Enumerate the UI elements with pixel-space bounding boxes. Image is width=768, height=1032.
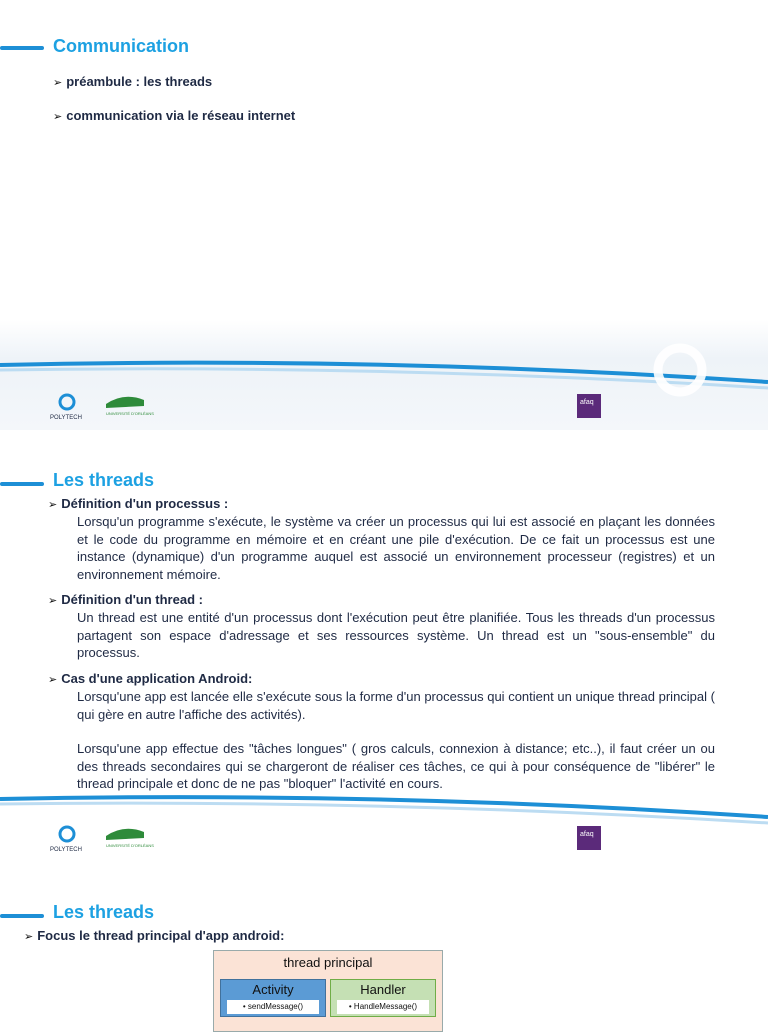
activity-method: • sendMessage() <box>227 1000 319 1014</box>
svg-text:afaq: afaq <box>580 831 594 838</box>
thread-principal-label: thread principal <box>283 955 373 970</box>
activity-box <box>220 979 326 1017</box>
arrow-bullet-icon: ➢ <box>48 595 58 607</box>
polytech-logo-icon <box>48 392 86 422</box>
svg-text:POLYTECH: POLYTECH <box>50 847 82 853</box>
svg-text:POLYTECH: POLYTECH <box>50 415 82 421</box>
paragraph: Un thread est une entité d'un processus dont l'exécution peut être planifiée. Tous les threads d'un processus partagent son espace d'adressage et ses ressources système. Un thread est un "sous-ensemble" du processus. <box>77 610 715 660</box>
thread-principal-box <box>213 950 443 1032</box>
arrow-bullet-icon: ➢ <box>48 674 58 686</box>
paragraph: Lorsqu'un programme s'exécute, le système va créer un processus qui lui est associé en plaçant les données et le code du programme en mémoire et en créant une pile d'exécution. De ce fait un processus est une instance (dynamique) d'un programme auquel est associé un environnement processeur (registres) et un environnement mémoire. <box>77 514 715 582</box>
universite-logo-icon <box>104 390 154 416</box>
afaq-logo-icon <box>577 394 601 418</box>
paragraph: Lorsqu'une app effectue des "tâches longues" ( gros calculs, connexion à distance; etc..), il faut créer un ou des threads secondaires qui se chargeront de réaliser ces tâches, ce qui à pour conséquence de "libérer" le thread principale et donc de ne pas "bloquer" l'activité en cours. <box>77 741 715 791</box>
universite-logo-icon <box>104 822 154 848</box>
section-heading: ➢ Focus le thread principal d'app android: <box>24 928 285 943</box>
arrow-bullet-icon: ➢ <box>24 931 34 943</box>
arrow-bullet-icon: ➢ <box>48 499 58 511</box>
svg-text:afaq: afaq <box>580 399 594 406</box>
section-heading: ➢ Cas d'une application Android: <box>48 671 253 686</box>
slide-title: Les threads <box>53 470 155 490</box>
slide-les-threads-focus <box>0 860 768 1024</box>
arrow-bullet-icon: ➢ <box>53 111 63 123</box>
handler-title: Handler <box>360 982 406 997</box>
polytech-logo-icon <box>48 824 86 854</box>
slide-title: Communication <box>53 36 190 56</box>
bullet-item: ➢ préambule : les threads <box>53 74 213 89</box>
slide-les-threads <box>0 432 768 857</box>
slide-title: Les threads <box>53 902 155 922</box>
svg-text:UNIVERSITÉ D'ORLÉANS: UNIVERSITÉ D'ORLÉANS <box>106 411 154 416</box>
title-accent-bar <box>0 914 44 918</box>
handler-box <box>330 979 436 1017</box>
arrow-bullet-icon: ➢ <box>53 77 63 89</box>
handler-method: • HandleMessage() <box>337 1000 429 1014</box>
title-accent-bar <box>0 46 44 50</box>
section-heading: ➢ Définition d'un processus : <box>48 496 229 511</box>
watermark-logo-icon <box>650 340 710 400</box>
activity-title: Activity <box>252 982 294 997</box>
section-heading: ➢ Définition d'un thread : <box>48 592 203 607</box>
paragraph: Lorsqu'une app est lancée elle s'exécute sous la forme d'un processus qui contient un unique thread principal ( qui gère en autre l'affiche des activités). <box>77 689 715 722</box>
title-accent-bar <box>0 482 44 486</box>
svg-text:UNIVERSITÉ D'ORLÉANS: UNIVERSITÉ D'ORLÉANS <box>106 843 154 848</box>
slide-communication <box>0 0 768 430</box>
afaq-logo-icon <box>577 826 601 850</box>
bullet-item: ➢ communication via le réseau internet <box>53 108 296 123</box>
